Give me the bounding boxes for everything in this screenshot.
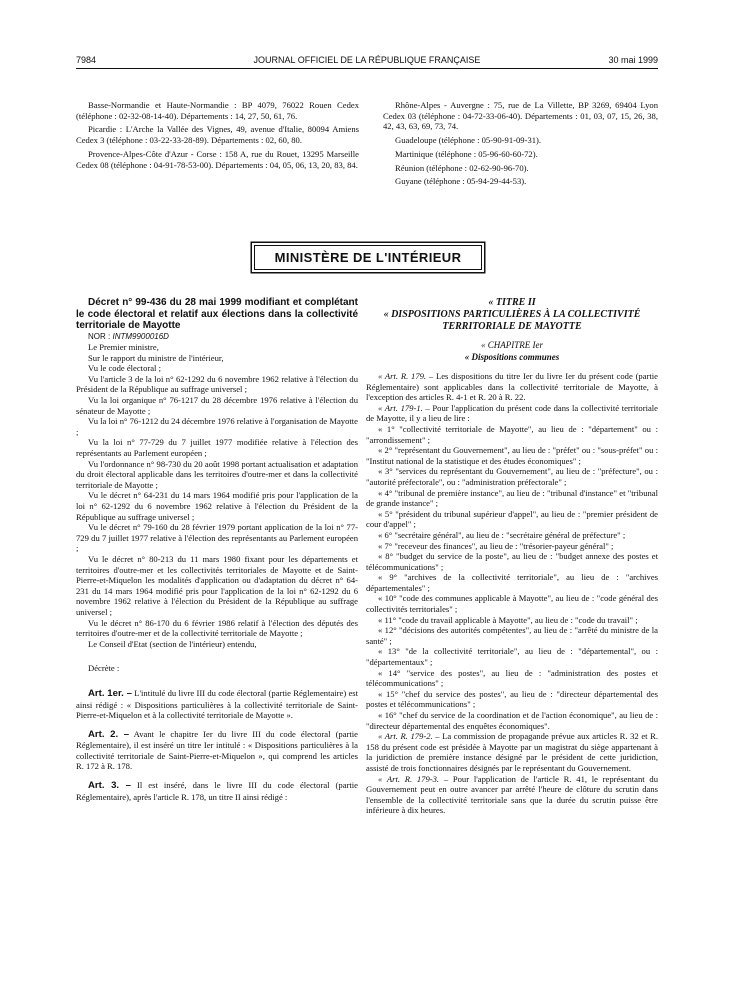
- decree-title: Décret n° 99-436 du 28 mai 1999 modifiant et complétant le code électoral et relatif aux élections dans la collectivité territoriale de Mayotte: [76, 297, 358, 331]
- visa: Vu l'article 3 de la loi n° 62-1292 du 6 novembre 1962 relative à l'élection du Président de la République au suffrage universel ;: [76, 373, 358, 395]
- code-paragraph: [366, 424, 658, 445]
- code-paragraph: [366, 774, 658, 816]
- code-paragraph: [366, 509, 658, 530]
- title-two-column: [366, 297, 658, 816]
- article-text: Avant le chapitre Ier du livre III du code électoral (partie Réglementaire), il est inséré un titre Ier intitulé : « Dispositions particulières à la collectivité territoriale de Saint-Pierre-et-Miquelon », qui comprend les articles R. 172 à R. 178.: [76, 728, 358, 772]
- visa: Vu le décret n° 86-170 du 6 février 1986 relatif à l'élection des députés des territoires d'outre-mer et de la collectivité territoriale de Mayotte ;: [76, 617, 358, 639]
- visa: Vu le code électoral ;: [88, 363, 161, 374]
- code-paragraph: [366, 403, 658, 424]
- code-paragraph: [366, 646, 658, 667]
- code-paragraph: [366, 488, 658, 509]
- paragraph-text: « 3° "services du représentant du Gouvernement", au lieu de : "préfecture", ou : "autorité préfectorale", ou : "administration préfectorale" ;: [366, 466, 658, 487]
- paragraph-text: – Pour l'application du présent code dans la collectivité territoriale de Mayotte, il y a lieu de lire :: [366, 402, 658, 424]
- visa: Vu le décret n° 64-231 du 14 mars 1964 modifié pris pour l'application de la loi n° 62-1292 du 6 novembre 1962 relative à l'élection du Président de la République au suffrage universel ;: [76, 490, 358, 522]
- paragraph-text: « 10° "code des communes applicable à Mayotte", au lieu de : "code général des collectivités territoriales" ;: [366, 593, 658, 615]
- address-entry: Réunion (téléphone : 02-62-90-96-70).: [395, 162, 529, 173]
- address-entry: Rhône-Alpes - Auvergne : 75, rue de La Villette, BP 3269, 69404 Lyon Cedex 03 (téléphone : 04-72-33-06-40). Départements : 01, 03, 07, 15, 26, 38, 42, 43, 63, 69, 73, 74.: [383, 100, 658, 132]
- address-entry: Guadeloupe (téléphone : 05-90-91-09-31).: [395, 135, 542, 146]
- address-entry: Provence-Alpes-Côte d'Azur - Corse : 158 A, rue du Rouet, 13295 Marseille Cedex 08 (téléphone : 04-91-78-53-00). Départements : 04, 05, 06, 13, 20, 83, 84.: [76, 148, 359, 170]
- article-reference: « Art. R. 179.: [378, 371, 427, 381]
- paragraph-text: – Les dispositions du titre Ier du livre Ier du présent code (partie Réglementaire) sont applicables dans la collectivité territoriale de Mayotte, à l'exception des articles R. 4-1 et R. 20 à R. 22.: [366, 371, 658, 403]
- article-heading: Art. 1er. –: [88, 687, 132, 699]
- page-header: [76, 55, 658, 69]
- top-left-addresses: [76, 100, 359, 173]
- visa: Vu la loi organique n° 76-1217 du 28 décembre 1976 relative à l'élection du sénateur de Mayotte ;: [76, 395, 358, 416]
- code-paragraph: [366, 593, 658, 614]
- paragraph-text: « 15° "chef du service des postes", au lieu de : "directeur départemental des postes et télécommunications" ;: [366, 688, 658, 710]
- nor-reference: [76, 332, 358, 343]
- paragraph-text: « 16° "chef du service de la coordination et de l'action économique", au lieu de : "directeur départemental des enquêtes économiques".: [366, 710, 658, 731]
- code-paragraph: [366, 551, 658, 572]
- decree-column: [76, 297, 358, 802]
- issue-date: 30 mai 1999: [608, 55, 658, 65]
- article: [76, 729, 358, 772]
- code-paragraph: [366, 572, 658, 593]
- paragraph-text: « 7° "receveur des finances", au lieu de : "trésorier-payeur général" ;: [378, 540, 614, 551]
- header-rule: [76, 68, 658, 69]
- report-line: Sur le rapport du ministre de l'intérieur,: [88, 352, 224, 363]
- article-text: Il est inséré, dans le livre III du code électoral (partie Réglementaire), après l'article R. 178, un titre II ainsi rédigé :: [76, 780, 358, 802]
- chapitre-subheading: « Dispositions communes: [464, 352, 560, 362]
- paragraph-text: « 5° "président du tribunal supérieur d'appel", au lieu de : "premier président de cour d'appel" ;: [366, 508, 658, 530]
- paragraph-text: « 2° "représentant du Gouvernement", au lieu de : "préfet" ou : "sous-préfet" ou : "Institut national de la statistique et des études économiques" ;: [366, 445, 658, 466]
- paragraph-text: « 4° "tribunal de première instance", au lieu de : "tribunal d'instance" et "tribunal de grande instance" ;: [366, 487, 658, 509]
- code-paragraph: [366, 625, 658, 646]
- paragraph-text: « 12° "décisions des autorités compétentes", au lieu de : "arrêté du ministre de la santé" ;: [366, 625, 658, 646]
- page-number: 7984: [76, 55, 97, 65]
- paragraph-text: « 6° "secrétaire général", au lieu de : "secrétaire général de préfecture" ;: [378, 529, 626, 540]
- paragraph-text: « 14° "service des postes", au lieu de : "administration des postes et télécommunications" ;: [366, 667, 658, 689]
- visa: Vu la loi n° 77-729 du 7 juillet 1977 modifiée relative à l'élection des représentants au Parlement européen ;: [76, 437, 358, 459]
- chapitre-heading: « CHAPITRE Ier: [481, 340, 543, 350]
- paragraph-text: – La commission de propagande prévue aux articles R. 32 et R. 158 du présent code est présidée à Mayotte par un magistrat du siège appartenant à la juridiction de première instance désigné par le président de cette juridiction, assisté de trois fonctionnaires désignés par le représentant du Gouvernement.: [366, 731, 658, 773]
- code-paragraph: [366, 466, 658, 487]
- visa: Vu le décret n° 79-160 du 28 février 1979 portant application de la loi n° 77-729 du 7 juillet 1977 relative à l'élection des représentants au Parlement européen ;: [76, 522, 358, 554]
- code-paragraph: [366, 710, 658, 731]
- journal-title: JOURNAL OFFICIEL DE LA RÉPUBLIQUE FRANÇAISE: [253, 55, 481, 65]
- article-reference: « Art. R. 179-2.: [378, 731, 433, 742]
- visa: Vu la loi n° 76-1212 du 24 décembre 1976 relative à l'organisation de Mayotte ;: [76, 416, 358, 437]
- paragraph-text: « 1° "collectivité territoriale de Mayotte", au lieu de : "département" ou : "arrondissement" ;: [366, 423, 658, 445]
- visa: Le Conseil d'Etat (section de l'intérieur) entendu,: [88, 638, 257, 649]
- prime-minister: Le Premier ministre,: [88, 342, 159, 353]
- article-text: L'intitulé du livre III du code électoral (partie Réglementaire) est ainsi rédigé : « Dispositions particulières à la collectivité territoriale de Saint-Pierre-et-Miquelon et à la collectivité territoriale de Mayotte ».: [76, 687, 359, 721]
- address-entry: Guyane (téléphone : 05-94-29-44-53).: [395, 176, 527, 187]
- code-paragraph: [366, 615, 658, 626]
- article: [76, 688, 358, 721]
- paragraph-text: « 8° "budget du service de la poste", au lieu de : "budget annexe des postes et télécommunications" ;: [366, 551, 658, 572]
- decrete-line: Décrète :: [88, 663, 120, 674]
- article-reference: « Art. 179-1.: [378, 402, 423, 413]
- titre-heading: « TITRE II: [488, 297, 536, 308]
- article: [76, 780, 358, 802]
- top-right-addresses: [383, 100, 658, 190]
- code-paragraph: [366, 668, 658, 689]
- ministry-heading: MINISTÈRE DE L'INTÉRIEUR: [254, 245, 482, 270]
- code-paragraph: [366, 731, 658, 773]
- code-paragraph: [366, 530, 658, 541]
- nor-code: INTM9900016D: [112, 331, 169, 341]
- article-heading: Art. 3. –: [88, 780, 131, 792]
- paragraph-text: – Pour l'application de l'article R. 41, le représentant du Gouvernement peut en outre avancer par arrêté l'heure de clôture du scrutin dans l'ensemble de la collectivité territoriale sans que la durée du scrutin puisse être inférieure à dix heures.: [366, 773, 659, 816]
- visa: Vu l'ordonnance n° 98-730 du 20 août 1998 portant actualisation et adaptation du droit électoral applicable dans les territoires d'outre-mer et dans la collectivité territoriale de Mayotte ;: [76, 458, 358, 490]
- code-paragraph: [366, 689, 658, 710]
- address-entry: Basse-Normandie et Haute-Normandie : BP 4079, 76022 Rouen Cedex (téléphone : 02-32-08-14-40). Départements : 14, 27, 50, 61, 76.: [76, 100, 359, 121]
- nor-label: NOR :: [88, 331, 111, 341]
- paragraph-text: « 11° "code du travail applicable à Mayotte", au lieu de : "code du travail" ;: [378, 614, 638, 625]
- titre-subheading: « DISPOSITIONS PARTICULIÈRES À LA COLLECTIVITÉ TERRITORIALE DE MAYOTTE: [383, 309, 641, 332]
- paragraph-text: « 13° "de la collectivité territoriale", au lieu de : "départemental", ou : "départementaux" ;: [366, 646, 658, 668]
- article-heading: Art. 2. –: [88, 728, 130, 740]
- code-paragraph: [366, 371, 658, 403]
- paragraph-text: « 9° "archives de la collectivité territoriale", au lieu de : "archives départementales" ;: [366, 572, 658, 593]
- address-entry: Picardie : L'Arche la Vallée des Vignes, 49, avenue d'Italie, 80094 Amiens Cedex 3 (téléphone : 03-22-33-28-89). Départements : 02, 60, 80.: [76, 124, 359, 146]
- code-paragraph: [366, 541, 658, 552]
- visa: Vu le décret n° 80-213 du 11 mars 1980 fixant pour les départements et territoires d'outre-mer et les collectivités territoriales de Mayotte et de Saint-Pierre-et-Miquelon les modalités d'application ou d'adaptation du décret n° 64-231 du 14 mars 1964 modifié pris pour l'application de la loi n° 62-1292 du 6 novembre 1962 relative à l'élection du Président de la République au suffrage universel ;: [76, 553, 358, 617]
- code-paragraph: [366, 445, 658, 466]
- address-entry: Martinique (téléphone : 05-96-60-60-72).: [395, 148, 538, 159]
- article-reference: « Art. R. 179-3.: [378, 773, 440, 784]
